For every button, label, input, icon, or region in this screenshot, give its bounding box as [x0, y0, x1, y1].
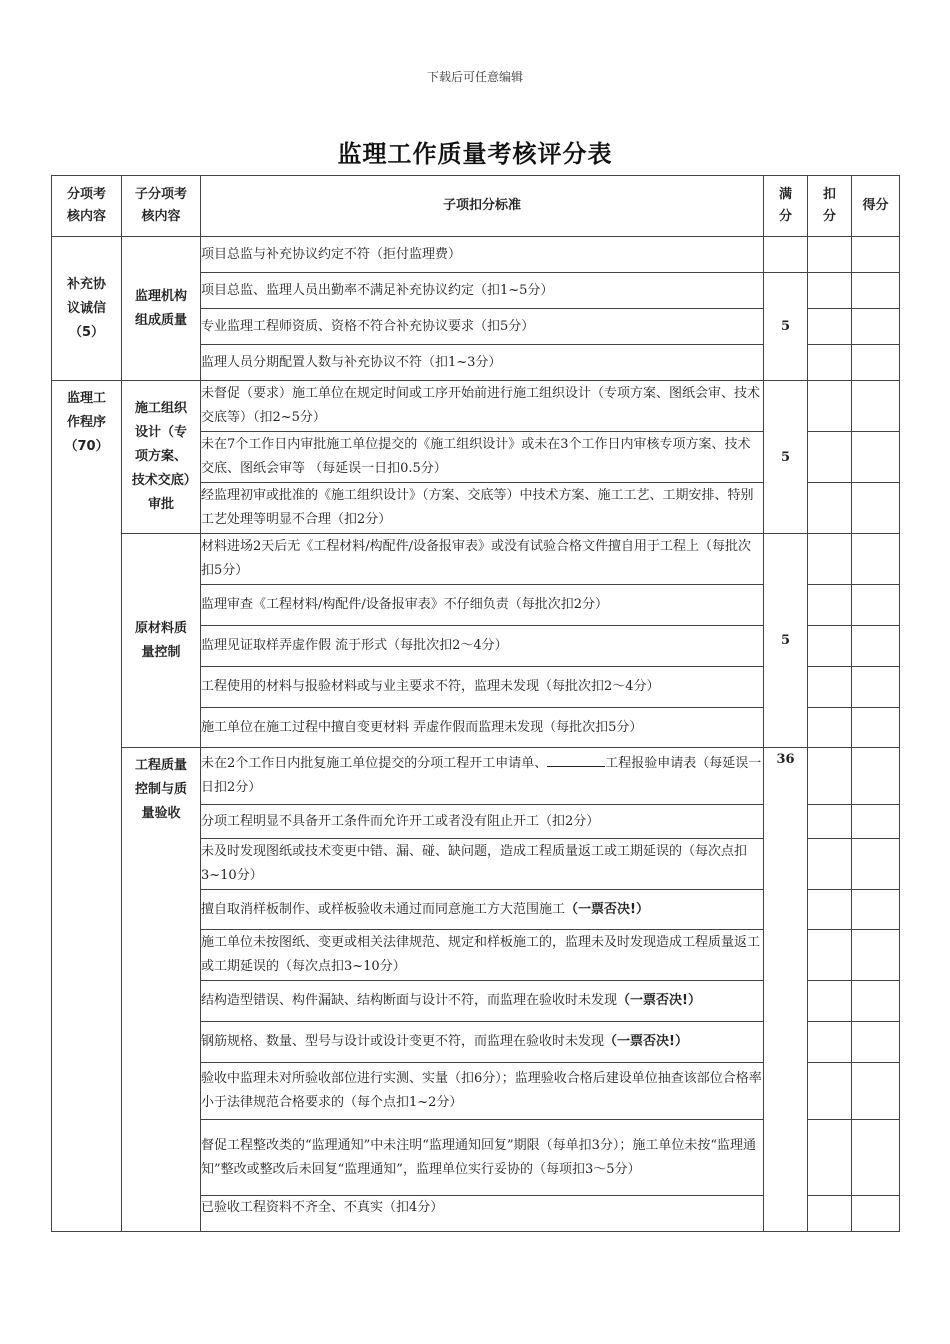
- full-score-cell: 5: [764, 273, 808, 381]
- col-header-deduct: 扣分: [808, 176, 852, 237]
- score-cell[interactable]: [852, 585, 900, 626]
- deduct-cell[interactable]: [808, 930, 852, 981]
- score-cell[interactable]: [852, 981, 900, 1022]
- score-cell[interactable]: [852, 1063, 900, 1120]
- score-cell[interactable]: [852, 930, 900, 981]
- table-row: [52, 534, 900, 585]
- veto-label: （一票否决!）: [604, 1034, 688, 1049]
- item-cell: 监理工作程序（70）: [52, 381, 122, 1232]
- deduct-cell[interactable]: [808, 626, 852, 667]
- deduct-cell[interactable]: [808, 381, 852, 432]
- score-cell[interactable]: [852, 626, 900, 667]
- full-score-cell: 36: [764, 748, 808, 1232]
- criteria-cell: 监理人员分期配置人数与补充协议不符（扣1~3分）: [201, 345, 764, 381]
- deduct-cell[interactable]: [808, 483, 852, 534]
- criteria-cell: 材料进场2天后无《工程材料/构配件/设备报审表》或没有试验合格文件擅自用于工程上（每批次扣5分）: [201, 534, 764, 585]
- deduct-cell[interactable]: [808, 237, 852, 273]
- deduct-cell[interactable]: [808, 708, 852, 748]
- table-row: [52, 237, 900, 273]
- sub-item-cell: 监理机构组成质量: [122, 237, 201, 381]
- sub-item-cell: 工程质量控制与质量验收: [122, 748, 201, 1232]
- criteria-cell: 未督促（要求）施工单位在规定时间或工序开始前进行施工组织设计（专项方案、图纸会审、技术交底等）（扣2~5分）: [201, 381, 764, 432]
- table-row: [52, 381, 900, 432]
- full-score-cell: 5: [764, 534, 808, 748]
- criteria-cell: 未在2个工作日内批复施工单位提交的分项工程开工申请单、 工程报验申请表（每延误一日扣2分）: [201, 748, 764, 805]
- score-cell[interactable]: [852, 748, 900, 805]
- score-cell[interactable]: [852, 708, 900, 748]
- deduct-cell[interactable]: [808, 667, 852, 708]
- deduct-cell[interactable]: [808, 890, 852, 930]
- criteria-cell: 项目总监、监理人员出勤率不满足补充协议约定（扣1~5分）: [201, 273, 764, 309]
- deduct-cell[interactable]: [808, 748, 852, 805]
- criteria-cell: 监理审查《工程材料/构配件/设备报审表》不仔细负责（每批次扣2分）: [201, 585, 764, 626]
- deduct-cell[interactable]: [808, 432, 852, 483]
- full-score-cell: [764, 237, 808, 273]
- score-cell[interactable]: [852, 483, 900, 534]
- full-score-cell: 5: [764, 381, 808, 534]
- deduct-cell[interactable]: [808, 839, 852, 890]
- criteria-cell: 监理见证取样弄虚作假 流于形式（每批次扣2～4分）: [201, 626, 764, 667]
- sub-item-cell: 施工组织设计（专项方案、技术交底）审批: [122, 381, 201, 534]
- score-cell[interactable]: [852, 1196, 900, 1232]
- criteria-cell: 经监理初审或批准的《施工组织设计》（方案、交底等）中技术方案、施工工艺、工期安排、特别工艺处理等明显不合理（扣2分）: [201, 483, 764, 534]
- score-cell[interactable]: [852, 1120, 900, 1196]
- criteria-cell: 项目总监与补充协议约定不符（拒付监理费）: [201, 237, 764, 273]
- criteria-cell: 工程使用的材料与报验材料或与业主要求不符，监理未发现（每批次扣2～4分）: [201, 667, 764, 708]
- sub-item-cell: 原材料质量控制: [122, 534, 201, 748]
- score-cell[interactable]: [852, 805, 900, 839]
- col-header-score: 得分: [852, 176, 900, 237]
- table-row: [52, 748, 900, 805]
- document-title: 监理工作质量考核评分表: [337, 140, 613, 168]
- criteria-cell: 未在7个工作日内审批施工单位提交的《施工组织设计》或未在3个工作日内审核专项方案、技术交底、图纸会审等 （每延误一日扣0.5分）: [201, 432, 764, 483]
- score-cell[interactable]: [852, 237, 900, 273]
- deduct-cell[interactable]: [808, 345, 852, 381]
- score-cell[interactable]: [852, 432, 900, 483]
- score-cell[interactable]: [852, 534, 900, 585]
- deduct-cell[interactable]: [808, 805, 852, 839]
- blank-underline: [547, 754, 605, 767]
- deduct-cell[interactable]: [808, 1196, 852, 1232]
- criteria-cell: 已验收工程资料不齐全、不真实（扣4分）: [201, 1196, 764, 1232]
- score-cell[interactable]: [852, 273, 900, 309]
- deduct-cell[interactable]: [808, 585, 852, 626]
- deduct-cell[interactable]: [808, 1063, 852, 1120]
- veto-label: （一票否决!）: [617, 993, 701, 1008]
- deduct-cell[interactable]: [808, 1120, 852, 1196]
- score-cell[interactable]: [852, 890, 900, 930]
- col-header-sub: 子分项考核内容: [122, 176, 201, 237]
- item-cell: 补充协议诚信（5）: [52, 237, 122, 381]
- score-cell[interactable]: [852, 309, 900, 345]
- deduct-cell[interactable]: [808, 309, 852, 345]
- criteria-cell: 擅自取消样板制作、或样板验收未通过而同意施工方大范围施工（一票否决!）: [201, 890, 764, 930]
- criteria-cell: 督促工程整改类的“监理通知”中未注明“监理通知回复”期限（每单扣3分）；施工单位未按“监理通知”整改或整改后未回复“监理通知”，监理单位实行妥协的（每项扣3～5分）: [201, 1120, 764, 1196]
- score-cell[interactable]: [852, 1022, 900, 1063]
- col-header-item: 分项考核内容: [52, 176, 122, 237]
- criteria-cell: 施工单位在施工过程中擅自变更材料 弄虚作假而监理未发现（每批次扣5分）: [201, 708, 764, 748]
- deduct-cell[interactable]: [808, 273, 852, 309]
- criteria-cell: 验收中监理未对所验收部位进行实测、实量（扣6分）；监理验收合格后建设单位抽查该部位合格率小于法律规范合格要求的（每个点扣1~2分）: [201, 1063, 764, 1120]
- criteria-cell: 分项工程明显不具备开工条件而允许开工或者没有阻止开工（扣2分）: [201, 805, 764, 839]
- deduct-cell[interactable]: [808, 1022, 852, 1063]
- deduct-cell[interactable]: [808, 534, 852, 585]
- header-row: [52, 176, 900, 237]
- col-header-criteria: 子项扣分标准: [201, 176, 764, 237]
- criteria-cell: 未及时发现图纸或技术变更中错、漏、碰、缺问题，造成工程质量返工或工期延误的（每次点扣3~10分）: [201, 839, 764, 890]
- criteria-cell: 施工单位未按图纸、变更或相关法律规范、规定和样板施工的，监理未及时发现造成工程质量返工或工期延误的（每次点扣3~10分）: [201, 930, 764, 981]
- criteria-cell: 专业监理工程师资质、资格不符合补充协议要求（扣5分）: [201, 309, 764, 345]
- col-header-full: 满分: [764, 176, 808, 237]
- score-cell[interactable]: [852, 839, 900, 890]
- score-cell[interactable]: [852, 381, 900, 432]
- deduct-cell[interactable]: [808, 981, 852, 1022]
- score-cell[interactable]: [852, 345, 900, 381]
- header-note: 下载后可任意编辑: [426, 70, 523, 84]
- assessment-table: [51, 175, 900, 1232]
- veto-label: （一票否决!）: [565, 901, 649, 917]
- score-cell[interactable]: [852, 667, 900, 708]
- criteria-cell: 钢筋规格、数量、型号与设计或设计变更不符，而监理在验收时未发现（一票否决!）: [201, 1022, 764, 1063]
- criteria-cell: 结构造型错误、构件漏缺、结构断面与设计不符，而监理在验收时未发现（一票否决!）: [201, 981, 764, 1022]
